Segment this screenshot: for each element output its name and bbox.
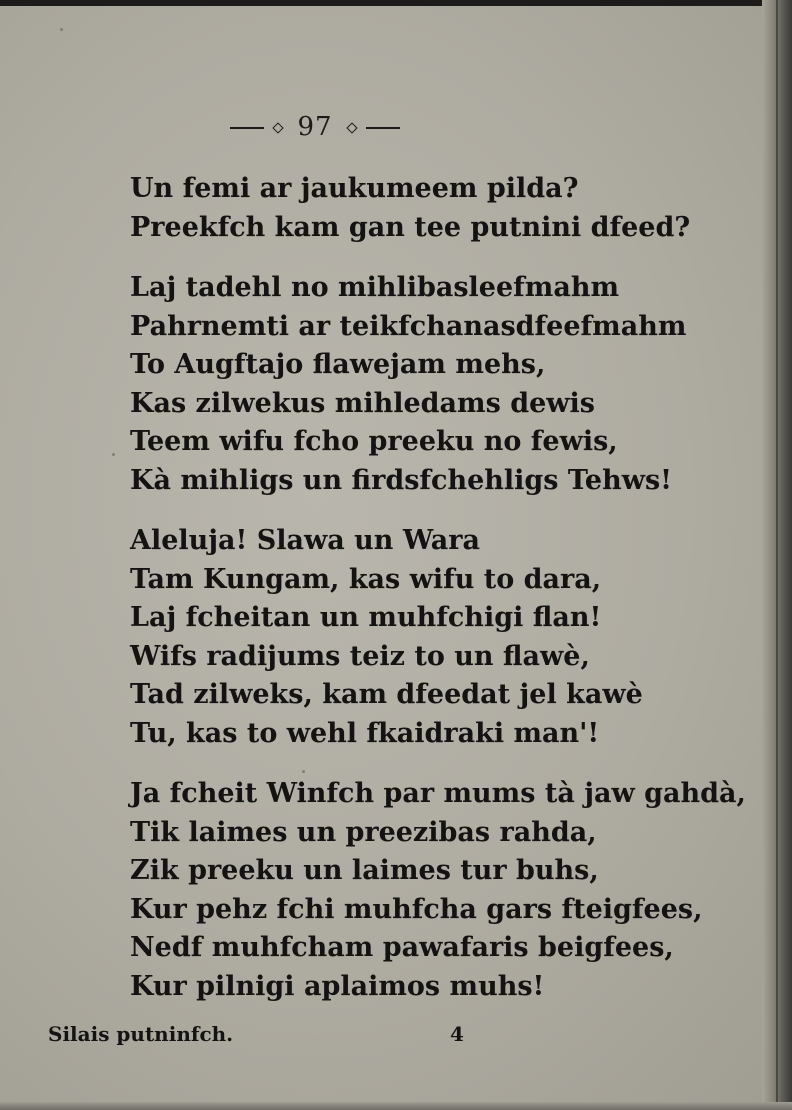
poem-line: Tu, kas to wehl fkaidraki man'!	[130, 717, 600, 749]
page-number: 97	[297, 112, 333, 142]
stanza-4	[130, 775, 746, 1006]
stanza-2	[130, 269, 687, 500]
poem-line: Wifs radijums teiz to un flawè,	[130, 640, 590, 672]
poem-line: Teem wifu fcho preeku no fewis,	[130, 426, 618, 457]
page-bottom-edge	[0, 1102, 792, 1110]
poem-line: Tik laimes un preezibas rahda,	[130, 816, 597, 848]
stanza-1	[130, 170, 691, 247]
page-number-header	[0, 112, 630, 142]
signature-mark: Silais putninfch.	[48, 1022, 234, 1046]
ornament-diamond-left	[273, 122, 284, 133]
poem-line: Tam Kungam, kas wifu to dara,	[130, 563, 602, 595]
page-binding-line	[776, 0, 778, 1110]
poem-line: Kur pehz fchi muhfcha gars fteigfees,	[130, 893, 703, 925]
poem-line: Nedf muhfcham pawafaris beigfees,	[130, 932, 674, 963]
poem-line: Zik preeku un laimes tur buhs,	[130, 855, 599, 886]
paper-speck	[112, 453, 115, 456]
poem-line: Kas zilwekus mihledams dewis	[130, 387, 595, 419]
poem-line: To Augftajo flawejam mehs,	[130, 349, 546, 380]
poem-line: Preekfch kam gan tee putnini dfeed?	[130, 211, 691, 243]
poem-line: Kà mihligs un firdsfchehligs Tehws!	[130, 464, 672, 496]
poem-line: Pahrnemti ar teikfchanasdfeefmahm	[130, 310, 687, 342]
poem-line: Un femi ar jaukumeem pilda?	[130, 173, 579, 204]
poem-line: Laj tadehl no mihlibasleefmahm	[130, 272, 620, 303]
poem-line: Laj fcheitan un muhfchigi flan!	[130, 602, 602, 633]
poem-body	[130, 170, 746, 1028]
poem-line: Ja fcheit Winfch par mums tà jaw gahdà,	[130, 778, 746, 809]
sheet-number: 4	[450, 1022, 464, 1046]
stanza-3	[130, 522, 650, 753]
ornament-diamond-right	[346, 122, 357, 133]
page-top-edge	[0, 0, 792, 6]
poem-line: Aleluja! Slawa un Wara	[130, 525, 481, 556]
ornament-dash-right	[366, 127, 400, 129]
poem-line: Tad zilweks, kam dfeedat jel kawè	[130, 679, 643, 710]
ornament-dash-left	[230, 127, 264, 129]
poem-line: Kur pilnigi aplaimos muhs!	[130, 970, 545, 1002]
paper-speck	[60, 28, 63, 31]
